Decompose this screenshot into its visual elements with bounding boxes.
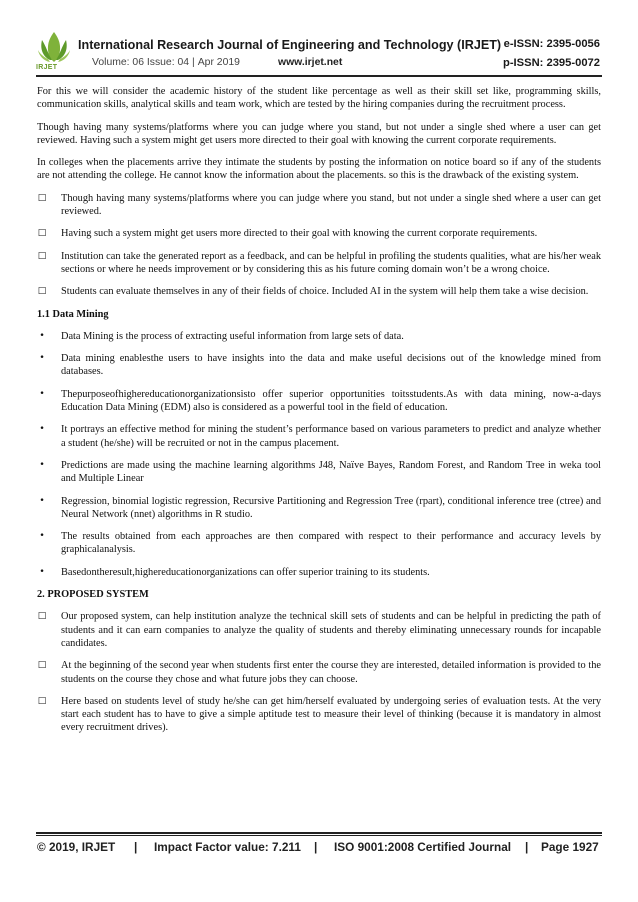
website-link[interactable]: www.irjet.net — [278, 57, 343, 68]
footer-separator: | — [134, 840, 138, 854]
footer-divider — [36, 835, 602, 836]
list-item — [37, 388, 601, 415]
iso-certification: ISO 9001:2008 Certified Journal — [334, 840, 512, 854]
list-item-text: Regression, binomial logistic regression, Recursive Partitioning and Regression Tree (rpart), conditional inference tree (ctree) and Neural Network (nnet) algorithms in R studio. — [61, 495, 601, 520]
bullet-icon: • — [39, 388, 45, 399]
list-item — [37, 695, 601, 735]
bullet-icon: • — [39, 424, 45, 435]
impact-factor: Impact Factor value: 7.211 — [154, 840, 301, 854]
volume-issue: Volume: 06 Issue: 04 | Apr 2019 — [92, 57, 240, 68]
list-item-text: Here based on students level of study he/she can get him/herself evaluated by undergoing series of evaluation tests. At the very start each student has to have to give a simple aptitude test to measure their level of thinking (because it is mandatory in almost every recruitment drives). — [61, 695, 601, 734]
header-divider — [36, 75, 602, 77]
paragraph: In colleges when the placements arrive they intimate the students by posting the information on notice board so if any of the students are not attending the college. He cannot know the information about the placements. so this is the drawback of the existing system. — [37, 157, 601, 182]
section-heading: 1.1 Data Mining — [37, 308, 109, 320]
list-item — [37, 530, 601, 557]
bullet-icon: • — [39, 353, 45, 364]
checkbox-marker-icon: □ — [37, 286, 47, 297]
list-item-text: Data mining enablesthe users to have insights into the data and make useful decisions out of the knowledge mined from databases. — [61, 353, 601, 378]
checkbox-marker-icon: □ — [37, 695, 47, 706]
paragraph: Though having many systems/platforms where you can judge where you stand, but not under a single shed where a user can get reviewed. Having such a system might get users more directed to their goal with knowing the current corporate requirements. — [37, 121, 601, 146]
list-item — [37, 330, 601, 343]
bullet-icon: • — [39, 495, 45, 506]
footer-separator: | — [525, 840, 529, 854]
bullet-icon: • — [39, 459, 45, 470]
list-item — [37, 352, 601, 379]
list-item-text: Data Mining is the process of extracting useful information from large sets of data. — [61, 330, 404, 342]
bullet-icon: • — [39, 531, 45, 542]
issue-date: Apr 2019 — [197, 57, 240, 68]
list-item-text: It portrays an effective method for mining the student’s performance based on various parameters to predict and analyze whether a student (he/she) will be recruited or not in the campus placement. — [61, 424, 601, 449]
copyright: © 2019, IRJET — [37, 840, 116, 854]
checkbox-marker-icon: □ — [37, 250, 47, 261]
page-number: Page 1927 — [541, 840, 599, 854]
list-item-text: The results obtained from each approaches are then compared with respect to their performance and accuracy levels by graphicalanalysis. — [61, 531, 601, 556]
list-item — [37, 566, 601, 579]
volume-text: Volume: 06 Issue: 04 — [92, 57, 190, 68]
bullet-icon: • — [39, 566, 45, 577]
list-item — [37, 610, 601, 650]
journal-title: International Research Journal of Engineering and Technology (IRJET) — [78, 38, 502, 52]
page-header — [0, 0, 638, 80]
checkbox-marker-icon: □ — [37, 611, 47, 622]
list-item — [37, 459, 601, 486]
logo-text: IRJET — [36, 64, 58, 71]
list-item — [37, 285, 601, 298]
paragraph: For this we will consider the academic history of the student like percentage as well as their skill set like, programming skills, communication skills, analytical skills and team work, which are tested by the hiring companies during the recruitment process. — [37, 86, 601, 111]
list-item-text: Though having many systems/platforms where you can judge where you stand, but not under a single shed where a user can get reviewed. — [61, 192, 601, 218]
list-item-text: At the beginning of the second year when students first enter the course they are interested, detailed information is provided to the students on the course they chose and what future jobs they can choose. — [61, 660, 601, 685]
list-item-text: Having such a system might get users more directed to their goal with knowing the current corporate requirements. — [61, 228, 538, 240]
e-issn: e-ISSN: 2395-0056 — [503, 38, 600, 50]
p-issn: p-ISSN: 2395-0072 — [502, 57, 600, 69]
list-item-text: Thepurposeofhighereducationorganizationsisto offer superior opportunities toitsstudents.As with data mining, now-a-days Education Data Mining (EDM) also is considered as a powerful tool in the field of education. — [61, 388, 601, 414]
list-item-text: Institution can take the generated report as a feedback, and can be helpful in profiling the students qualities, what are his/her weak sections or where he needs improvement or by considering this as his future coming domain won’t be a wrong choice. — [61, 250, 601, 275]
footer-divider — [36, 832, 602, 834]
footer-separator: | — [314, 840, 318, 854]
article-body — [37, 85, 601, 744]
checkbox-marker-icon: □ — [37, 660, 47, 671]
list-item-text: Our proposed system, can help institution analyze the technical skill sets of students and can be helpful in predicting the path of students and it can earn companies to analyze the quality of students and thereby eliminating unnecessary rounds for incapable candidates. — [61, 611, 601, 649]
list-item — [37, 495, 601, 522]
list-item — [37, 192, 601, 219]
list-item-text: Students can evaluate themselves in any of their fields of choice. Included AI in the system will help them take a wise decision. — [61, 286, 589, 298]
section-heading: 2. PROPOSED SYSTEM — [37, 589, 149, 601]
list-item — [37, 227, 601, 240]
list-item — [37, 659, 601, 686]
bullet-icon: • — [39, 330, 45, 341]
checkbox-marker-icon: □ — [37, 192, 47, 203]
list-item-text: Predictions are made using the machine learning algorithms J48, Naïve Bayes, Random Forest, and Random Tree in weka tool and Multiple Linear — [61, 459, 601, 485]
checkbox-marker-icon: □ — [37, 228, 47, 239]
list-item-text: Basedontheresult,highereducationorganizations can offer superior training to its students. — [61, 566, 430, 578]
list-item — [37, 423, 601, 450]
list-item — [37, 250, 601, 277]
